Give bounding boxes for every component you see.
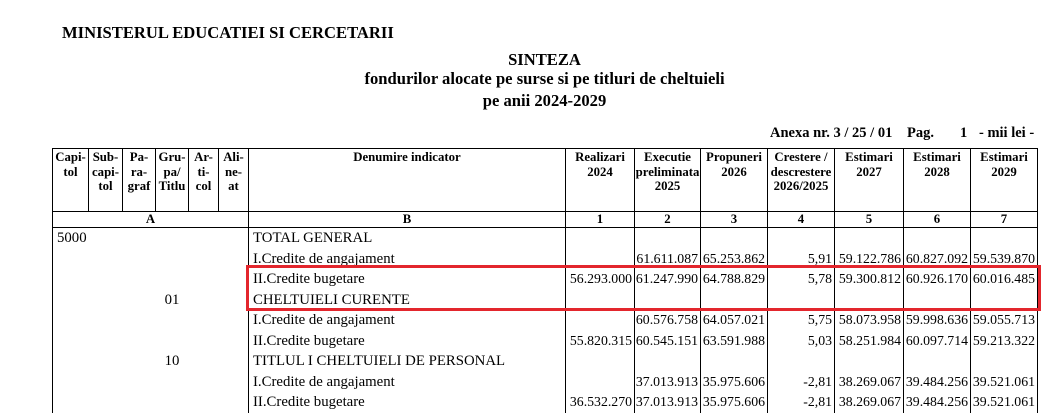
cell-propuneri-2026: 63.591.988 [701, 331, 768, 352]
report-title: SINTEZA [508, 50, 581, 69]
cell-estimari-2028: 60.097.714 [904, 331, 971, 352]
cell-estimari-2027 [835, 228, 904, 249]
cell-paragraf [123, 392, 156, 413]
cell-capitol [53, 331, 89, 352]
cell-capitol: 5000 [53, 228, 89, 249]
table-row [53, 290, 1038, 311]
budget-table [52, 148, 1038, 413]
cell-estimari-2029: 59.055.713 [971, 310, 1038, 331]
annex-number: Anexa nr. 3 / 25 / 01 [770, 125, 893, 141]
cell-denumire: TOTAL GENERAL [249, 228, 566, 249]
cell-estimari-2028: 60.827.092 [904, 249, 971, 270]
cell-capitol [53, 249, 89, 270]
cell-paragraf [123, 331, 156, 352]
cell-denumire: II.Credite bugetare [249, 331, 566, 352]
cell-denumire: TITLUL I CHELTUIELI DE PERSONAL [249, 351, 566, 372]
cell-crestere-descrestere-2026-2025 [768, 228, 835, 249]
table-row [53, 228, 1038, 249]
cell-crestere-descrestere-2026-2025: 5,75 [768, 310, 835, 331]
cell-executie-preliminata-2025 [635, 351, 701, 372]
table-row [53, 351, 1038, 372]
cell-crestere-descrestere-2026-2025: 5,91 [768, 249, 835, 270]
cell-denumire: I.Credite de angajament [249, 310, 566, 331]
cell-grupa [156, 310, 189, 331]
cell-realizari-2024 [566, 290, 635, 311]
cell-propuneri-2026: 64.788.829 [701, 269, 768, 290]
cell-estimari-2029: 59.539.870 [971, 249, 1038, 270]
cell-alineat [219, 351, 249, 372]
cell-subcapitol [89, 269, 123, 290]
cell-estimari-2027: 58.251.984 [835, 331, 904, 352]
cell-paragraf [123, 290, 156, 311]
cell-executie-preliminata-2025: 37.013.913 [635, 392, 701, 413]
cell-denumire: I.Credite de angajament [249, 249, 566, 270]
cell-denumire: II.Credite bugetare [249, 269, 566, 290]
cell-estimari-2028 [904, 228, 971, 249]
cell-subcapitol [89, 372, 123, 393]
cell-subcapitol [89, 392, 123, 413]
table-row [53, 372, 1038, 393]
cell-subcapitol [89, 351, 123, 372]
col-header-crestere-2026-2025: Crestere / descrestere 2026/2025 [768, 149, 835, 212]
cell-estimari-2028 [904, 351, 971, 372]
cell-capitol [53, 351, 89, 372]
cell-estimari-2027: 58.073.958 [835, 310, 904, 331]
cell-paragraf [123, 351, 156, 372]
cell-estimari-2029: 39.521.061 [971, 372, 1038, 393]
col-header-capitol: Capi- tol [53, 149, 89, 212]
cell-propuneri-2026 [701, 351, 768, 372]
cell-articol [189, 372, 219, 393]
cell-paragraf [123, 249, 156, 270]
cell-paragraf [123, 310, 156, 331]
cell-grupa [156, 269, 189, 290]
cell-estimari-2027 [835, 290, 904, 311]
cell-propuneri-2026 [701, 228, 768, 249]
cell-alineat [219, 372, 249, 393]
col-header-realizari-2024: Realizari 2024 [566, 149, 635, 212]
col-header-denumire: Denumire indicator [249, 149, 566, 212]
cell-grupa [156, 249, 189, 270]
col-header-estimari-2028: Estimari 2028 [904, 149, 971, 212]
cell-crestere-descrestere-2026-2025: 5,78 [768, 269, 835, 290]
report-period: pe anii 2024-2029 [482, 91, 607, 110]
cell-capitol [53, 392, 89, 413]
col-header-propuneri-2026: Propuneri 2026 [701, 149, 768, 212]
col-header-estimari-2029: Estimari 2029 [971, 149, 1038, 212]
cell-capitol [53, 269, 89, 290]
index-cell-2: 2 [635, 212, 701, 228]
cell-alineat [219, 392, 249, 413]
col-header-paragraf: Pa- ra- graf [123, 149, 156, 212]
cell-subcapitol [89, 331, 123, 352]
ministry-name: MINISTERUL EDUCATIEI SI CERCETARII [62, 23, 394, 42]
index-cell-a: A [53, 212, 249, 228]
cell-grupa: 01 [164, 291, 180, 308]
cell-capitol [53, 290, 89, 311]
cell-grupa: 10 [164, 353, 180, 369]
cell-grupa [156, 392, 189, 413]
cell-paragraf [123, 228, 156, 249]
cell-estimari-2029 [971, 228, 1038, 249]
cell-realizari-2024 [566, 228, 635, 249]
col-header-grupa: Gru- pa/ Titlu [156, 149, 189, 212]
cell-propuneri-2026 [701, 290, 768, 311]
cell-estimari-2028: 60.926.170 [904, 269, 971, 290]
index-cell-3: 3 [701, 212, 768, 228]
table-body [53, 228, 1038, 413]
cell-grupa [156, 331, 189, 352]
cell-propuneri-2026: 64.057.021 [701, 310, 768, 331]
cell-crestere-descrestere-2026-2025: -2,81 [768, 392, 835, 413]
cell-executie-preliminata-2025: 37.013.913 [635, 372, 701, 393]
cell-alineat [219, 249, 249, 270]
table-index-row [53, 212, 1038, 228]
cell-denumire: CHELTUIELI CURENTE [249, 290, 566, 311]
cell-realizari-2024: 56.293.000 [566, 269, 635, 290]
table-row [53, 310, 1038, 331]
currency-unit: - mii lei - [979, 125, 1035, 141]
cell-grupa [156, 228, 189, 249]
cell-articol [189, 351, 219, 372]
cell-executie-preliminata-2025 [635, 290, 701, 311]
page-number: 1 [960, 125, 968, 141]
table-row [53, 392, 1038, 413]
index-cell-b: B [249, 212, 566, 228]
cell-estimari-2028 [904, 290, 971, 311]
col-header-articol: Ar- ti- col [189, 149, 219, 212]
cell-propuneri-2026: 35.975.606 [701, 372, 768, 393]
cell-estimari-2027 [835, 351, 904, 372]
cell-paragraf [123, 269, 156, 290]
cell-estimari-2027: 59.122.786 [835, 249, 904, 270]
cell-estimari-2028: 39.484.256 [904, 372, 971, 393]
cell-crestere-descrestere-2026-2025: -2,81 [768, 372, 835, 393]
cell-paragraf [123, 372, 156, 393]
cell-realizari-2024: 55.820.315 [566, 331, 635, 352]
index-cell-1: 1 [566, 212, 635, 228]
cell-subcapitol [89, 290, 123, 311]
cell-estimari-2029 [971, 351, 1038, 372]
cell-alineat [219, 310, 249, 331]
index-cell-6: 6 [904, 212, 971, 228]
col-header-estimari-2027: Estimari 2027 [835, 149, 904, 212]
cell-realizari-2024 [566, 351, 635, 372]
table-header-row [53, 149, 1038, 212]
col-header-alineat: Ali- ne- at [219, 149, 249, 212]
cell-executie-preliminata-2025 [635, 228, 701, 249]
cell-subcapitol [89, 228, 123, 249]
cell-executie-preliminata-2025: 60.545.151 [635, 331, 701, 352]
cell-realizari-2024: 36.532.270 [566, 392, 635, 413]
cell-subcapitol [89, 249, 123, 270]
cell-capitol [53, 310, 89, 331]
cell-alineat [219, 269, 249, 290]
table-row [53, 331, 1038, 352]
cell-articol [189, 290, 219, 311]
cell-estimari-2027: 38.269.067 [835, 392, 904, 413]
cell-articol [189, 310, 219, 331]
cell-alineat [219, 228, 249, 249]
cell-realizari-2024 [566, 372, 635, 393]
col-header-subcapitol: Sub- capi- tol [89, 149, 123, 212]
cell-articol [189, 331, 219, 352]
index-cell-4: 4 [768, 212, 835, 228]
cell-realizari-2024 [566, 310, 635, 331]
cell-propuneri-2026: 65.253.862 [701, 249, 768, 270]
cell-estimari-2029 [971, 290, 1038, 311]
cell-alineat [219, 290, 249, 311]
cell-denumire: I.Credite de angajament [249, 372, 566, 393]
cell-articol [189, 392, 219, 413]
cell-estimari-2029: 39.521.061 [971, 392, 1038, 413]
cell-estimari-2029: 59.213.322 [971, 331, 1038, 352]
table-row [53, 249, 1038, 270]
index-cell-7: 7 [971, 212, 1038, 228]
cell-crestere-descrestere-2026-2025 [768, 351, 835, 372]
cell-estimari-2028: 39.484.256 [904, 392, 971, 413]
cell-executie-preliminata-2025: 60.576.758 [635, 310, 701, 331]
table-row [53, 269, 1038, 290]
cell-alineat [219, 331, 249, 352]
cell-estimari-2029: 60.016.485 [971, 269, 1038, 290]
cell-estimari-2027: 38.269.067 [835, 372, 904, 393]
cell-executie-preliminata-2025: 61.611.087 [635, 249, 701, 270]
index-cell-5: 5 [835, 212, 904, 228]
page-label: Pag. [907, 125, 934, 141]
cell-propuneri-2026: 35.975.606 [701, 392, 768, 413]
cell-estimari-2027: 59.300.812 [835, 269, 904, 290]
report-subtitle: fondurilor alocate pe surse si pe titluri de cheltuieli [364, 69, 725, 88]
cell-articol [189, 228, 219, 249]
cell-grupa [156, 372, 189, 393]
cell-estimari-2028: 59.998.636 [904, 310, 971, 331]
cell-crestere-descrestere-2026-2025 [768, 290, 835, 311]
cell-subcapitol [89, 310, 123, 331]
cell-articol [189, 269, 219, 290]
cell-denumire: II.Credite bugetare [249, 392, 566, 413]
cell-crestere-descrestere-2026-2025: 5,03 [768, 331, 835, 352]
cell-articol [189, 249, 219, 270]
col-header-executie-2025: Executie preliminata 2025 [635, 149, 701, 212]
cell-capitol [53, 372, 89, 393]
cell-executie-preliminata-2025: 61.247.990 [635, 269, 701, 290]
cell-realizari-2024 [566, 249, 635, 270]
